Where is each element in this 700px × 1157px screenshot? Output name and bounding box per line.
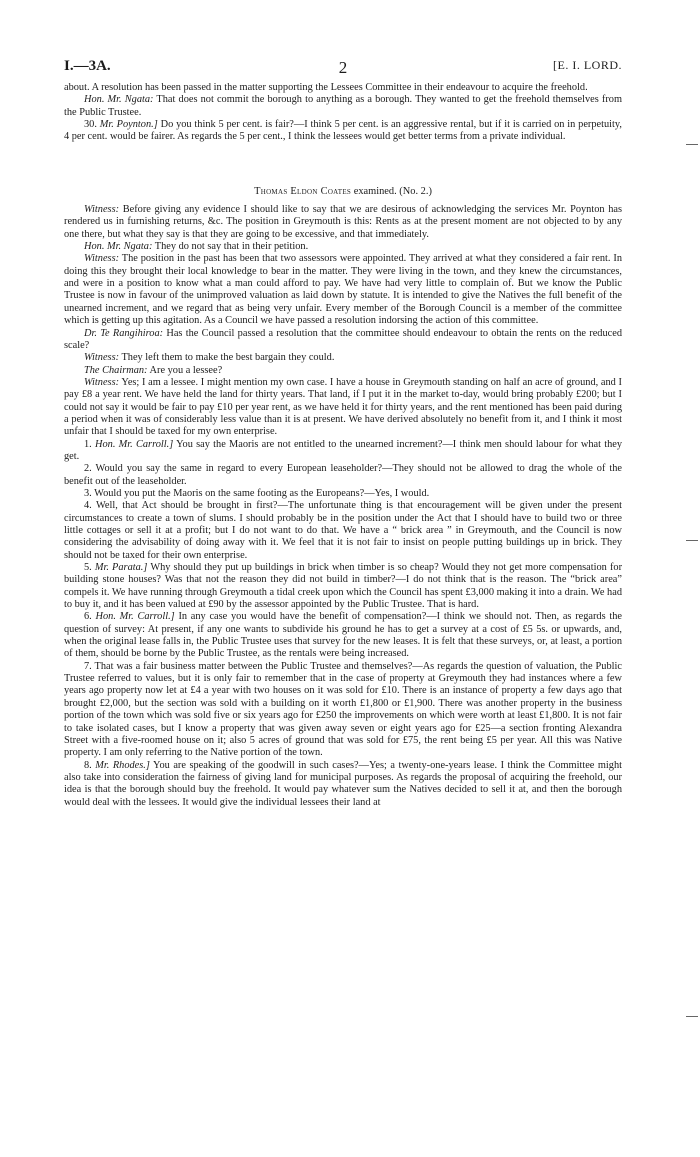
paragraph: 4. Well, that Act should be brought in first?—The unfortunate thing is that encouragement will be given under the present circumstances to create a town of slums. I should probably be in the position under the Act that I should have to build two or three little cottages or sell it at a profit; but I do not want to do that. We have a “ brick area ” in Greymouth, and the Council is now considering the advisability of doing away with it. We feel that it is not fair to insist on people putting buildings up in brick. They should not be taxed for their own enterprise. xyxy=(64,500,622,561)
paragraph: Witness: They left them to make the best bargain they could. xyxy=(84,352,335,364)
section-heading: Thomas Eldon Coates examined. (No. 2.) xyxy=(254,185,432,197)
intro-section xyxy=(64,82,622,144)
paragraph: 7. That was a fair business matter between the Public Trustee and themselves?—As regards the question of valuation, the Public Trustee referred to values, but it is only fair to remember that in the case of property at Greymouth they had instances where a few years ago property now let at £4 a year with two houses on it was sold for £10. There is an instance of property a few days ago that brought £2,000, but the section was sold with a building on it worth £1,800 or £1,900. There was another property in the business portion of the town which was sold five or six years ago for £250 the improvements on which were worth at least £1,800. It is not fair to take isolated cases, but I know a property that was given away seven or eight years ago for £25—a section fronting Alexandra Street with a five-roomed house on it; also 5 acres of ground that was sold for £75, the rent being £5 per year. All this was Native property. I am only referring to the Native portion of the town. xyxy=(64,660,622,759)
paragraph: about. A resolution has been passed in the matter supporting the Lessees Committee in their endeavour to acquire the freehold. xyxy=(64,82,588,93)
paragraph: 5. Mr. Parata.] Why should they put up buildings in brick when timber is so cheap? Would they not get more compensation for building stone houses? Was that not the reason they did not build in timber?—I do not think that is the reason. The “brick area” compels it. We have running through Greymouth a tidal creek upon which the Council has spent £3,000 making it into a drain. We had to buy it, and it has been valued at £90 by the assessor appointed by the Public Trustee. That is hard. xyxy=(64,562,623,611)
speaker: Mr. Rhodes.] xyxy=(95,759,150,771)
speaker: Hon. Mr. Carroll.] xyxy=(95,611,175,623)
speaker: Witness: xyxy=(84,376,120,388)
document-page xyxy=(64,58,622,809)
speaker: Hon. Mr. Ngata: xyxy=(84,241,153,253)
margin-mark xyxy=(686,144,698,145)
witness-reference: [E. I. LORD. xyxy=(553,58,622,72)
paragraph: 1. Hon. Mr. Carroll.] You say the Maoris are not entitled to the unearned increment?—I think men should labour for what they get. xyxy=(64,438,623,462)
speaker: Witness: xyxy=(84,253,120,265)
speaker: Dr. Te Rangihiroa: xyxy=(84,327,164,339)
speaker: Mr. Parata.] xyxy=(94,562,148,574)
witness-name: Thomas Eldon Coates xyxy=(254,185,352,197)
speaker: Witness: xyxy=(84,352,120,364)
paragraph: 3. Would you put the Maoris on the same footing as the Europeans?—Yes, I would. xyxy=(84,487,430,499)
paragraph: Witness: Yes; I am a lessee. I might mention my own case. I have a house in Greymouth standing on half an acre of ground, and I pay £8 a year rent. We have held the land for thirty years. That land, if I put it in the market to-day, would bring probably £200; but I could not say it would be fair to pay £10 per year rent, as we have held it for thirty years, and the rent mentioned has been paid during a period when it was of considerably less value than it is at present. We have derived absolutely no benefit from it, and I think it most unfair that I should be taxed for my own enterprise. xyxy=(64,376,622,438)
paragraph: 8. Mr. Rhodes.] You are speaking of the goodwill in such cases?—Yes; a twenty-one-years lease. I think the Committee might also take into consideration the fairness of giving land for municipal purposes. As regards the proposal of acquiring the freehold, our idea is that the borough should buy the freehold. It would pay whatever sum the Natives decided to sell it at, and then the borough would deal with the lessees. It would give the individual lessees their land at xyxy=(64,759,623,808)
paragraph: Hon. Mr. Ngata: That does not commit the borough to anything as a borough. They wanted to get the freehold themselves from the Public Trustee. xyxy=(64,94,622,118)
paper-reference: I.—3A. xyxy=(64,58,111,74)
page-number: 2 xyxy=(338,58,348,77)
page-header xyxy=(64,58,622,80)
paragraph: Witness: The position in the past has been that two assessors were appointed. They arrived at what they considered a fair rent. In doing this they brought their local knowledge to bear in the matter. They were living in the town, and they knew the circumstances, and were in a position to know what a man could afford to pay. We have had very little to complain of. But we know the Public Trustee is now in favour of the unimproved valuation as laid down by statute. It is intended to give the Natives the full benefit of the unearned increment, and we regard that as being very unfair. Every member of the Borough Council is a member of the committee which is getting up this agitation. As a Council we have passed a resolution indorsing the action of this committee. xyxy=(64,253,622,327)
margin-mark xyxy=(686,1016,698,1017)
paragraph: Dr. Te Rangihiroa: Has the Council passed a resolution that the committee should endeavour to obtain the rents on the reduced scale? xyxy=(64,327,622,351)
paragraph: Witness: Before giving any evidence I should like to say that we are desirous of acknowledging the services Mr. Poynton has rendered us in furnishing returns, &c. The position in Greymouth is this: Rents as at the present moment are not objected to by any one there, but what they say is that they are going to be excessive, and that immediately. xyxy=(64,204,622,240)
paragraph: Hon. Mr. Ngata: They do not say that in their petition. xyxy=(84,241,309,253)
speaker: Hon. Mr. Ngata: xyxy=(84,94,154,106)
speaker: Witness: xyxy=(84,204,120,216)
speaker: The Chairman: xyxy=(84,364,148,376)
margin-mark xyxy=(686,540,698,541)
evidence-body xyxy=(64,204,622,809)
speaker: Mr. Poynton.] xyxy=(99,119,158,131)
paragraph: 6. Hon. Mr. Carroll.] In any case you would have the benefit of compensation?—I think we should not. Then, as regards the question of survey: At present, if any one wants to subdivide his ground he has to get a survey at a cost of £5 5s. or upwards, and, when the original lease falls in, the Public Trustee uses that survey for the new leases. It is felt that these surveys, or, at least, a portion of them, should be borne by the Public Trustee, as the rentals were being increased. xyxy=(64,611,623,660)
paragraph: 2. Would you say the same in regard to every European leaseholder?—They should not be allowed to drag the whole of the benefit out of the leaseholder. xyxy=(64,463,622,487)
paragraph: The Chairman: Are you a lessee? xyxy=(84,364,223,376)
paragraph: 30. Mr. Poynton.] Do you think 5 per cent. is fair?—I think 5 per cent. is an aggressive rental, but if it is carried on in perpetuity, 4 per cent. would be fairer. As regards the 5 per cent., I think the lessees would get better terms from a private individual. xyxy=(64,119,622,143)
speaker: Hon. Mr. Carroll.] xyxy=(95,438,174,450)
